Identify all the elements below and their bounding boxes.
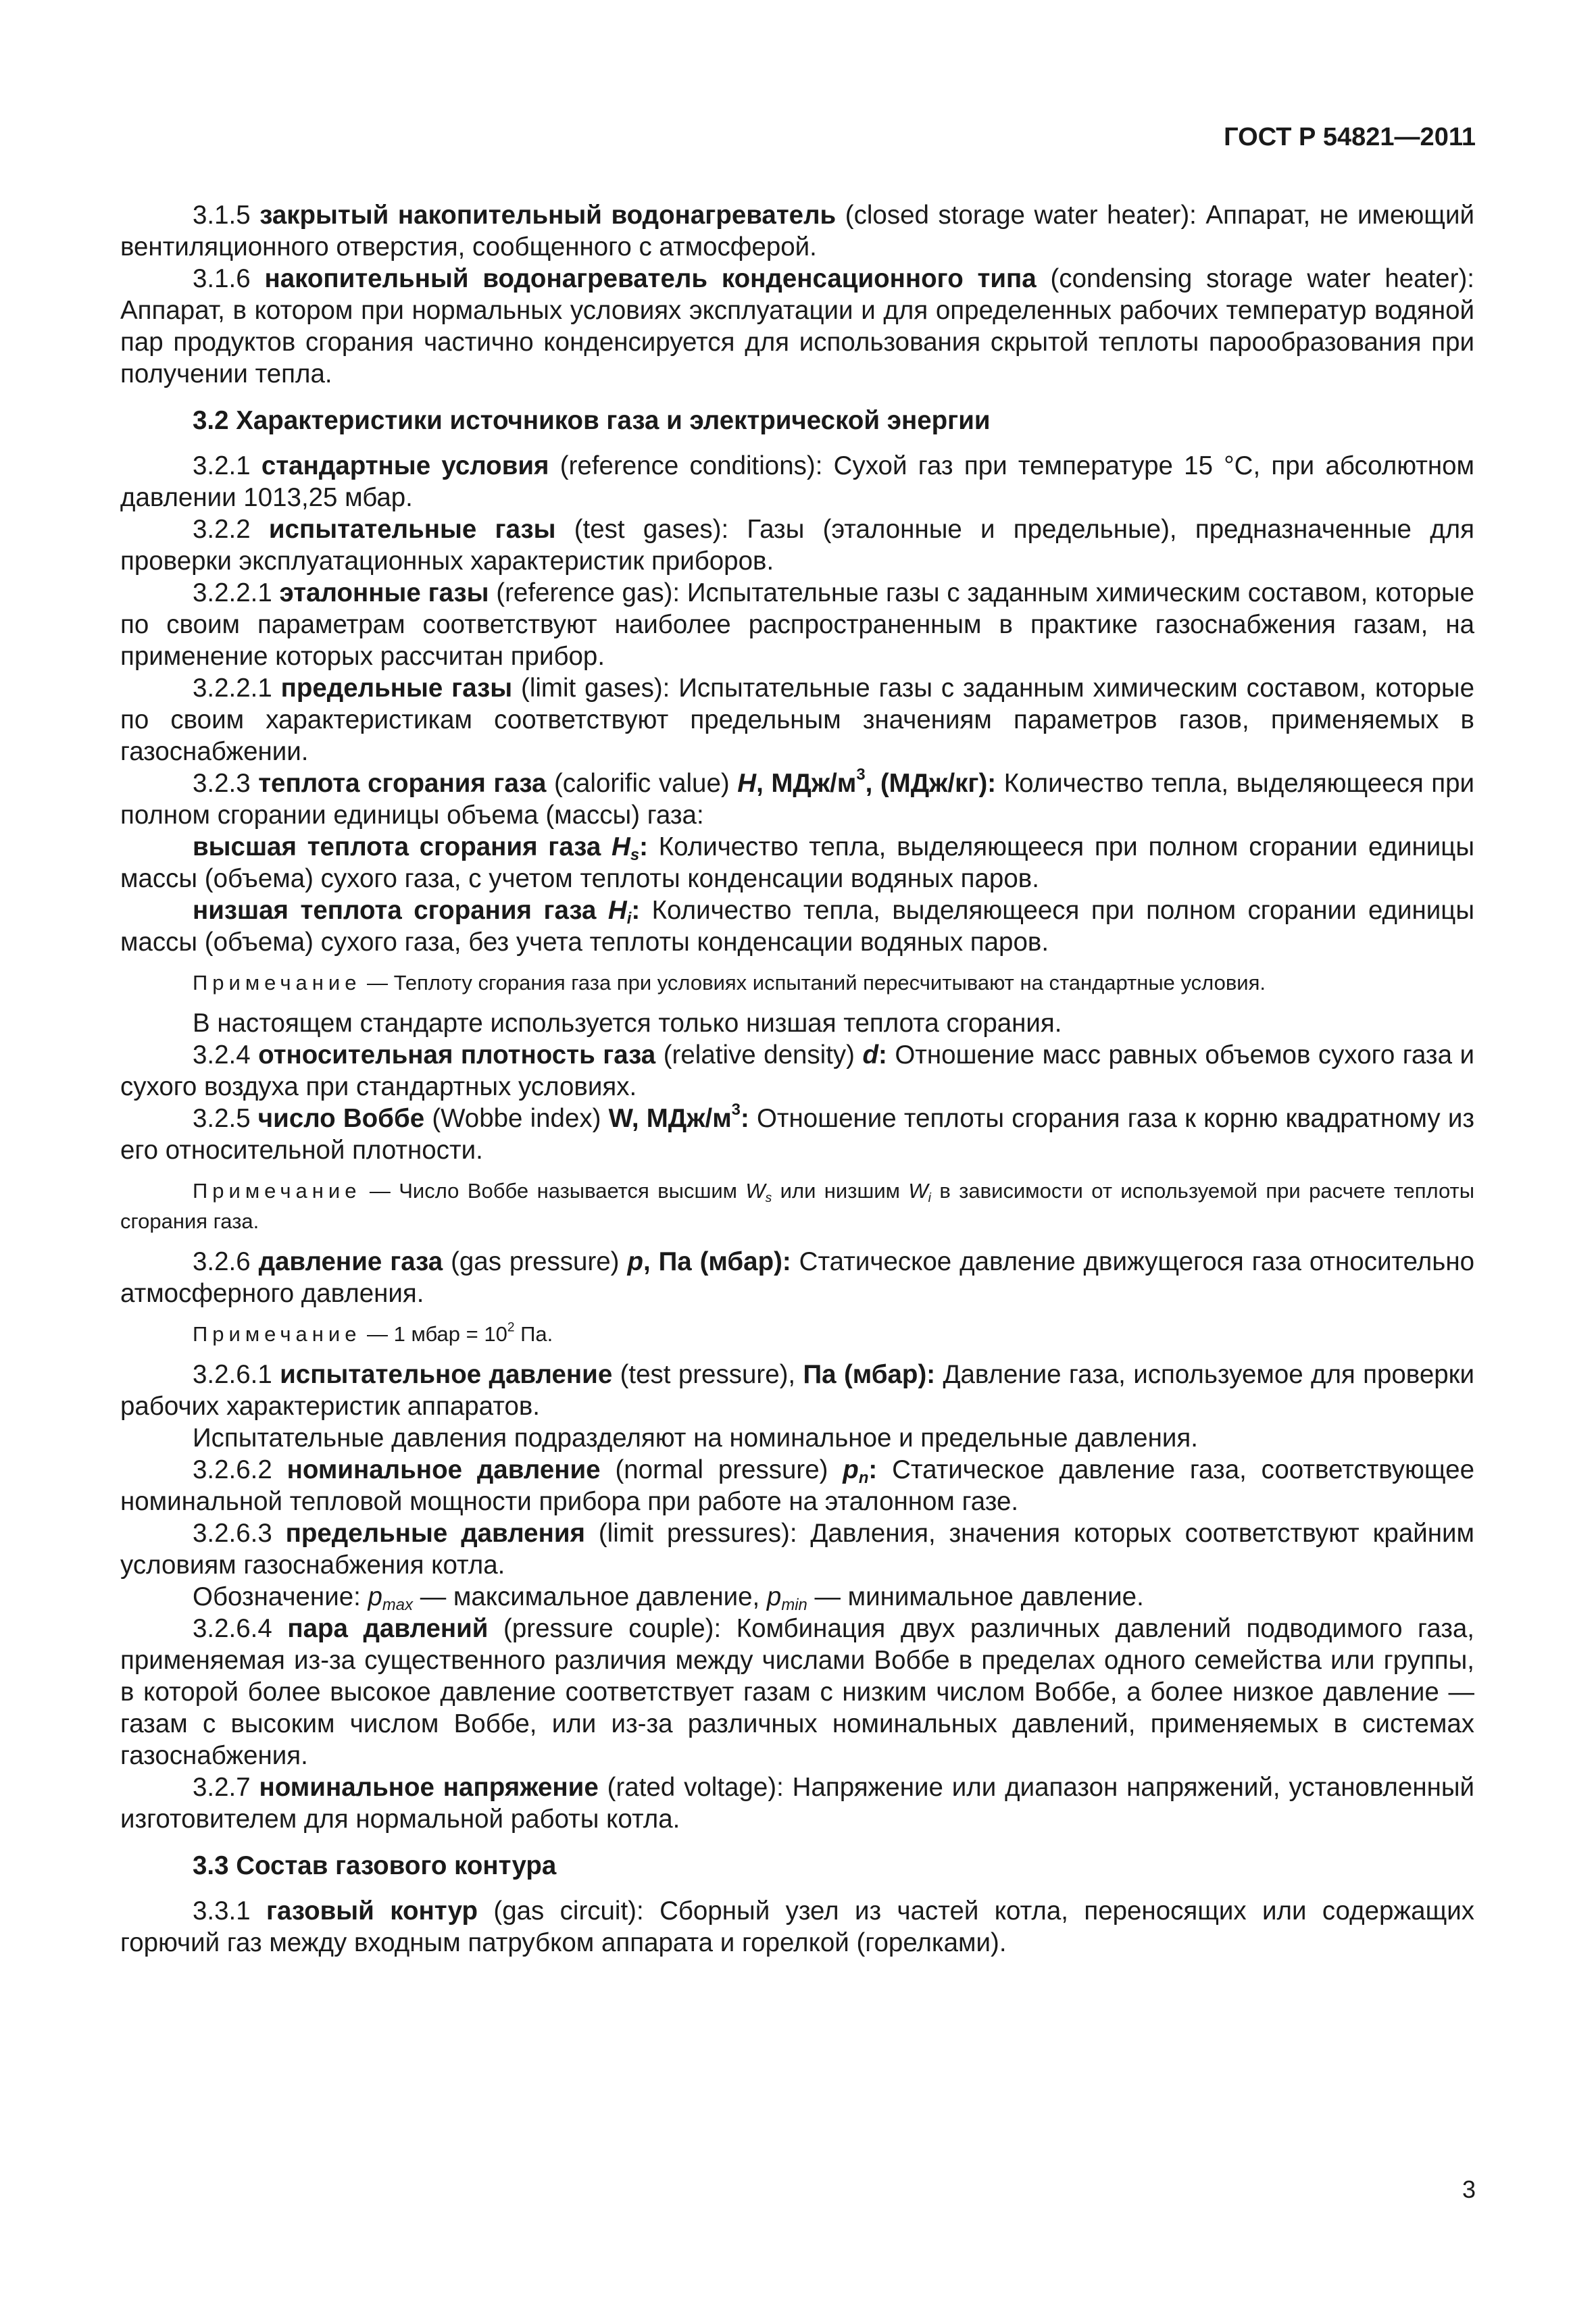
text-run: d: [862, 1040, 878, 1070]
text-run: (closed storage water heater): Аппарат, не имеющий вентиляционного отверстия, сообщенного с атмосферой.: [120, 201, 1474, 261]
body-paragraph: [120, 831, 1474, 895]
text-run: Количество тепла, выделяющееся при полном сгорании единицы объема (массы) газа:: [120, 769, 1475, 830]
text-run: min: [781, 1596, 807, 1615]
text-run: max: [382, 1596, 413, 1615]
body-paragraph: [120, 1895, 1474, 1959]
text-run: p: [627, 1247, 643, 1276]
text-run: Статическое давление газа, соответствующее номинальной тепловой мощности прибора при работе на эталонном газе.: [120, 1455, 1475, 1516]
text-run: , (МДж/кг):: [865, 769, 997, 798]
text-run: 3.2.2.1: [193, 578, 280, 607]
text-run: :: [631, 896, 641, 925]
text-run: Па (мбар):: [803, 1360, 936, 1389]
text-run: H: [607, 896, 627, 925]
text-run: (reference gas): Испытательные газы с заданным химическим составом, которые по своим параметрам соответствуют наиболее распространенным в практике газоснабжения газам, на применение которых рассчитан прибор.: [120, 578, 1475, 671]
text-run: низшая теплота сгорания газа: [193, 896, 608, 925]
text-run: теплота сгорания газа: [258, 769, 547, 798]
body-paragraph: [120, 1246, 1474, 1309]
body-paragraph: [120, 765, 1475, 831]
text-run: В настоящем стандарте используется только низшая теплота сгорания.: [193, 1009, 1062, 1038]
text-run: — 1 мбар = 10: [361, 1322, 507, 1346]
text-run: стандартные условия: [261, 451, 549, 480]
body-paragraph: [120, 1454, 1474, 1517]
text-run: 3.2 Характеристики источников газа и электрической энергии: [193, 406, 991, 435]
text-run: закрытый накопительный водонагреватель: [259, 201, 837, 230]
text-run: 3.2.6.2: [193, 1455, 287, 1484]
text-run: относительная плотность газа: [258, 1040, 656, 1070]
text-run: 3.2.6: [193, 1247, 259, 1276]
body-paragraph: [120, 1581, 1474, 1613]
text-run: , МДж/м: [756, 769, 857, 798]
text-run: Количество тепла, выделяющееся при полном сгорании единицы массы (объема) сухого газа, с учетом теплоты конденсации водяных паров.: [120, 832, 1474, 893]
body-paragraph: [120, 1103, 1474, 1166]
text-run: p: [368, 1582, 382, 1611]
text-run: пара давлений: [287, 1614, 489, 1643]
text-run: эталонные газы: [279, 578, 489, 607]
text-run: H: [737, 769, 757, 798]
body-paragraph: [120, 672, 1474, 768]
text-run: 3.3 Состав газового контура: [193, 1851, 557, 1880]
text-run: (normal pressure): [600, 1455, 843, 1484]
text-run: :: [639, 832, 648, 861]
body-paragraph: [120, 1517, 1474, 1581]
text-run: 3.2.6.3: [193, 1519, 286, 1548]
note-paragraph: [120, 967, 1474, 998]
body-paragraph: [120, 1771, 1474, 1835]
text-run: 3.1.6: [193, 264, 265, 293]
text-run: (gas circuit): Сборный узел из частей котла, переносящих или содержащих горючий газ между входным патрубком аппарата и горелкой (горелками).: [120, 1896, 1475, 1957]
text-run: 3.2.7: [193, 1773, 259, 1802]
text-run: (reference conditions): Сухой газ при температуре 15 °С, при абсолютном давлении 1013,25 мбар.: [120, 451, 1475, 512]
text-run: H: [612, 832, 630, 861]
text-run: Давление газа, используемое для проверки рабочих характеристик аппаратов.: [120, 1360, 1475, 1421]
text-run: номинальное напряжение: [259, 1773, 599, 1802]
text-run: W: [745, 1179, 766, 1203]
text-run: газовый контур: [266, 1896, 478, 1926]
text-run: n: [858, 1469, 869, 1488]
text-run: — максимальное давление,: [413, 1582, 767, 1611]
body-paragraph: [120, 1422, 1474, 1454]
text-run: (limit gases): Испытательные газы с заданным химическим составом, которые по своим характеристикам соответствуют предельным значениям параметров газов, применяемых в газоснабжении.: [120, 674, 1474, 766]
text-run: 3.3.1: [193, 1896, 267, 1926]
text-run: p: [766, 1582, 782, 1611]
text-run: Отношение масс равных объемов сухого газа и сухого воздуха при стандартных условиях.: [120, 1040, 1475, 1101]
text-run: s: [630, 846, 640, 865]
body-paragraph: [120, 1039, 1474, 1103]
text-run: Па.: [514, 1322, 553, 1346]
page-number: 3: [1462, 2175, 1476, 2203]
text-run: 3: [856, 765, 866, 784]
text-run: (gas pressure): [443, 1247, 628, 1276]
text-run: s: [765, 1190, 772, 1205]
text-run: (relative density): [655, 1040, 863, 1070]
text-run: 3.2.1: [193, 451, 261, 480]
text-run: номинальное давление: [286, 1455, 601, 1484]
body-paragraph: [120, 895, 1474, 958]
text-run: 3: [731, 1101, 741, 1120]
text-run: — Число Воббе называется высшим: [361, 1179, 746, 1203]
body-paragraph: [120, 577, 1474, 672]
text-run: (test gases): Газы (эталонные и предельные), предназначенные для проверки эксплуатационных характеристик приборов.: [120, 515, 1474, 576]
text-run: (condensing storage water heater): Аппарат, в котором при нормальных условиях эксплуатации и для определенных рабочих температур водяной пар продуктов сгорания частично конденсируется для использования скрытой теплоты парообразования при получении тепла.: [120, 264, 1474, 388]
body-paragraph: [120, 1613, 1474, 1771]
text-run: i: [928, 1190, 931, 1205]
section-heading: [120, 1850, 1474, 1882]
text-run: Отношение теплоты сгорания газа к корню квадратному из его относительной плотности.: [120, 1104, 1475, 1165]
text-run: Количество тепла, выделяющееся при полном сгорании единицы массы (объема) сухого газа, без учета теплоты конденсации водяных паров.: [120, 896, 1474, 957]
text-run: 3.1.5: [193, 201, 260, 230]
text-run: 3.2.6.4: [193, 1614, 288, 1643]
text-run: (rated voltage): Напряжение или диапазон напряжений, установленный изготовителем для нормальной работы котла.: [120, 1773, 1475, 1834]
body-paragraph: [120, 263, 1474, 390]
text-run: 3.2.3: [193, 769, 259, 798]
text-run: 2: [507, 1320, 515, 1335]
section-heading: [120, 405, 1474, 436]
text-run: испытательные газы: [268, 515, 556, 544]
document-header: ГОСТ Р 54821—2011: [1224, 123, 1476, 151]
text-run: или низшим: [772, 1179, 909, 1203]
note-paragraph: [120, 1319, 1474, 1349]
text-run: i: [626, 909, 632, 928]
text-run: давление газа: [258, 1247, 443, 1276]
note-paragraph: [120, 1176, 1474, 1236]
text-run: W, МДж/м: [608, 1104, 732, 1133]
text-run: Примечание: [193, 1322, 361, 1346]
text-run: :: [878, 1040, 887, 1070]
document-body: [120, 199, 1474, 1959]
text-run: :: [740, 1104, 749, 1133]
text-run: 3.2.2.1: [193, 674, 281, 703]
text-run: , Па (мбар):: [643, 1247, 791, 1276]
text-run: испытательное давление: [280, 1360, 613, 1389]
text-run: Примечание: [193, 1179, 361, 1203]
text-run: Статическое давление движущегося газа относительно атмосферного давления.: [120, 1247, 1475, 1308]
text-run: — минимальное давление.: [807, 1582, 1144, 1611]
body-paragraph: [120, 199, 1474, 263]
text-run: предельные давления: [285, 1519, 585, 1548]
body-paragraph: [120, 1359, 1474, 1422]
text-run: 3.2.2: [193, 515, 269, 544]
text-run: Примечание: [193, 971, 361, 995]
text-run: (test pressure),: [612, 1360, 803, 1389]
text-run: W: [908, 1179, 928, 1203]
text-run: Обозначение:: [193, 1582, 368, 1611]
text-run: 3.2.4: [193, 1040, 259, 1070]
text-run: высшая теплота сгорания газа: [193, 832, 612, 861]
text-run: 3.2.6.1: [193, 1360, 280, 1389]
text-run: Испытательные давления подразделяют на номинальное и предельные давления.: [193, 1424, 1198, 1453]
text-run: (limit pressures): Давления, значения которых соответствуют крайним условиям газоснабжения котла.: [120, 1519, 1474, 1580]
text-run: (calorific value): [546, 769, 738, 798]
text-run: (Wobbe index): [424, 1104, 609, 1133]
text-run: накопительный водонагреватель конденсационного типа: [264, 264, 1037, 293]
body-paragraph: [120, 1007, 1474, 1039]
text-run: :: [868, 1455, 878, 1484]
text-run: (pressure couple): Комбинация двух различных давлений подводимого газа, применяемая из-за существенного различия между числами Воббе в пределах одного семейства или группы, в которой более высокое давление соответствует газам с низким числом Воббе, а более низкое давление — газам с высоким числом Воббе, или из-за различных номинальных давлений, применяемых в системах газоснабжения.: [120, 1614, 1474, 1770]
text-run: в зависимости от используемой при расчете теплоты сгорания газа.: [120, 1179, 1474, 1233]
text-run: 3.2.5: [193, 1104, 258, 1133]
text-run: p: [843, 1455, 859, 1484]
text-run: число Воббе: [257, 1104, 425, 1133]
text-run: предельные газы: [280, 674, 513, 703]
body-paragraph: [120, 513, 1474, 577]
text-run: — Теплоту сгорания газа при условиях испытаний пересчитывают на стандартные условия.: [361, 971, 1266, 995]
body-paragraph: [120, 450, 1474, 513]
